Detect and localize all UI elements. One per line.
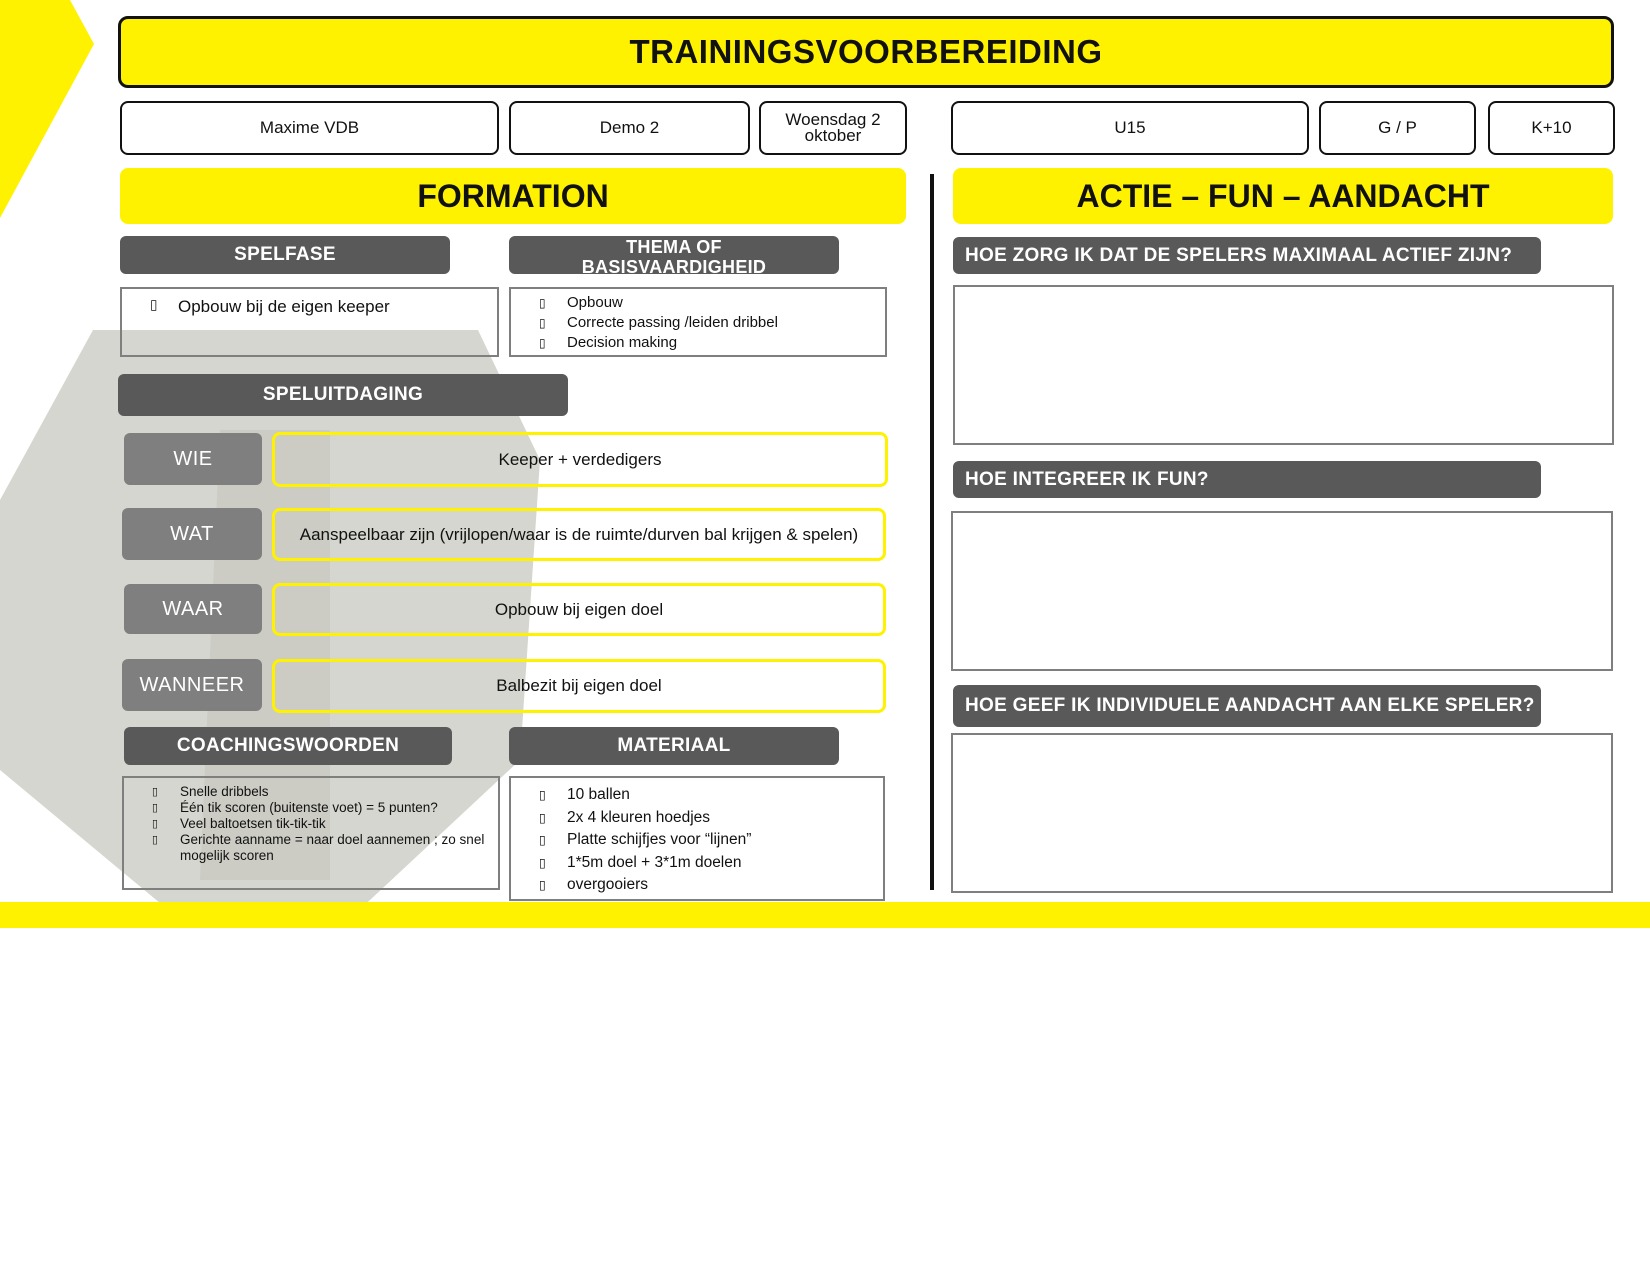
actie-heading: ACTIE – FUN – AANDACHT (953, 168, 1613, 224)
coaching-list (152, 784, 488, 864)
list-item: ▯ Platte schijfjes voor “lijnen” (539, 829, 883, 852)
list-item: ▯ 1*5m doel + 3*1m doelen (539, 852, 883, 875)
thema-label (509, 236, 839, 274)
footer-bar (0, 902, 1650, 928)
answer-aandacht-box[interactable] (951, 733, 1613, 893)
wat-value[interactable]: Aanspeelbaar zijn (vrijlopen/waar is de ruimte/durven bal krijgen & spelen) (272, 508, 886, 561)
materiaal-box[interactable] (509, 776, 885, 901)
team-field[interactable]: U15 (951, 101, 1309, 155)
answer-actief-box[interactable] (953, 285, 1614, 445)
thema-box[interactable] (509, 287, 887, 357)
question-actief-label: HOE ZORG IK DAT DE SPELERS MAXIMAAL ACTIEF ZIJN? (953, 237, 1541, 274)
list-item: ▯ Opbouw bij de eigen keeper (150, 297, 497, 317)
wanneer-value[interactable]: Balbezit bij eigen doel (272, 659, 886, 713)
spelfase-label: SPELFASE (120, 236, 450, 274)
coaching-box[interactable] (122, 776, 500, 890)
session-field[interactable]: Demo 2 (509, 101, 750, 155)
format-field[interactable]: K+10 (1488, 101, 1615, 155)
list-item: ▯ Correcte passing /leiden dribbel (539, 313, 885, 333)
list-item: ▯ Gerichte aanname = naar doel aannemen ; zo snel mogelijk scoren (152, 832, 488, 864)
speluitdaging-label: SPELUITDAGING (118, 374, 568, 416)
date-text: Woensdag 2 oktober (785, 110, 881, 145)
formation-heading: FORMATION (120, 168, 906, 224)
question-fun-label: HOE INTEGREER IK FUN? (953, 461, 1541, 498)
coach-field[interactable]: Maxime VDB (120, 101, 499, 155)
coaching-label: COACHINGSWOORDEN (124, 727, 452, 765)
spelfase-box[interactable] (120, 287, 499, 357)
wie-label: WIE (124, 433, 262, 485)
spelfase-list (150, 297, 497, 317)
list-item: ▯ Één tik scoren (buitenste voet) = 5 punten? (152, 800, 488, 816)
materiaal-label: MATERIAAL (509, 727, 839, 765)
wat-label: WAT (122, 508, 262, 560)
waar-label: WAAR (124, 584, 262, 634)
thema-label-text: THEMA OF BASISVAARDIGHEID (581, 237, 767, 274)
list-item: ▯ 2x 4 kleuren hoedjes (539, 807, 883, 830)
list-item: ▯ 10 ballen (539, 784, 883, 807)
answer-fun-box[interactable] (951, 511, 1613, 671)
page-title: TRAININGSVOORBEREIDING (118, 16, 1614, 88)
wie-value[interactable]: Keeper + verdedigers (272, 432, 888, 487)
list-item: ▯ Decision making (539, 333, 885, 353)
yellow-corner-shape (0, 0, 94, 218)
list-item: ▯ Veel baltoetsen tik-tik-tik (152, 816, 488, 832)
list-item: ▯ overgooiers (539, 874, 883, 897)
list-item: ▯ Opbouw (539, 293, 885, 313)
materiaal-list (539, 784, 883, 897)
category-field[interactable]: G / P (1319, 101, 1476, 155)
question-aandacht-label: HOE GEEF IK INDIVIDUELE AANDACHT AAN ELKE SPELER? (953, 685, 1541, 727)
waar-value[interactable]: Opbouw bij eigen doel (272, 583, 886, 636)
list-item: ▯ Snelle dribbels (152, 784, 488, 800)
wanneer-label: WANNEER (122, 659, 262, 711)
column-divider (930, 174, 934, 890)
date-field[interactable] (759, 101, 907, 155)
thema-list (539, 293, 885, 353)
